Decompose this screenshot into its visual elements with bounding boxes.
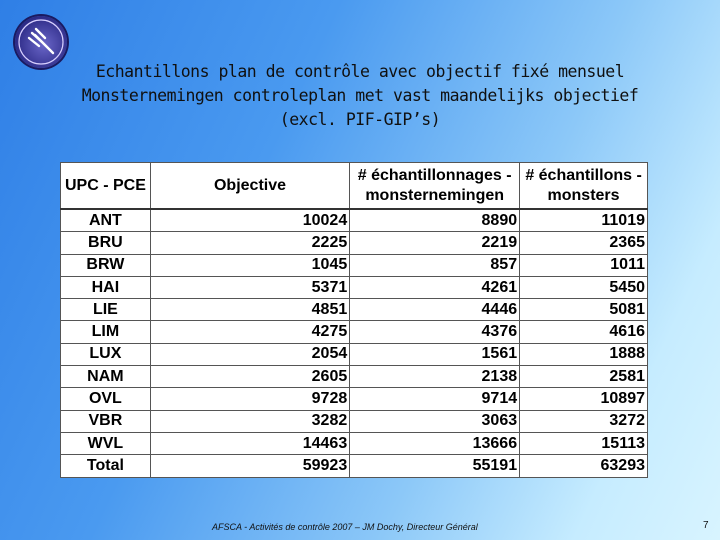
samples-table	[60, 162, 648, 478]
cell-objective: 5371	[150, 276, 349, 298]
cell-samplings: 55191	[350, 455, 520, 477]
cell-upc: BRU	[61, 232, 151, 254]
cell-objective: 2605	[150, 366, 349, 388]
cell-samples: 63293	[520, 455, 648, 477]
cell-samples: 2581	[520, 366, 648, 388]
title-line-nl: Monsternemingen controleplan met vast maandelijks objectief	[81, 86, 639, 105]
cell-samplings: 2219	[350, 232, 520, 254]
table-row	[61, 209, 648, 232]
table-header-row	[61, 163, 648, 210]
title-line-fr: Echantillons plan de contrôle avec objectif fixé mensuel	[95, 62, 625, 81]
cell-samplings: 3063	[350, 410, 520, 432]
cell-upc: LIE	[61, 299, 151, 321]
cell-upc: NAM	[61, 366, 151, 388]
cell-objective: 2225	[150, 232, 349, 254]
fork-logo-icon	[15, 16, 67, 68]
cell-samples: 5081	[520, 299, 648, 321]
cell-objective: 9728	[150, 388, 349, 410]
cell-upc: HAI	[61, 276, 151, 298]
cell-samplings: 4261	[350, 276, 520, 298]
table-row	[61, 388, 648, 410]
cell-upc: BRW	[61, 254, 151, 276]
cell-upc: Total	[61, 455, 151, 477]
cell-objective: 59923	[150, 455, 349, 477]
cell-objective: 1045	[150, 254, 349, 276]
cell-upc: ANT	[61, 209, 151, 232]
cell-upc: WVL	[61, 432, 151, 454]
cell-samples: 15113	[520, 432, 648, 454]
table-row	[61, 343, 648, 365]
table-row	[61, 410, 648, 432]
logo	[15, 16, 67, 68]
cell-samplings: 4446	[350, 299, 520, 321]
cell-upc: LIM	[61, 321, 151, 343]
cell-samples: 1888	[520, 343, 648, 365]
table-row	[61, 321, 648, 343]
table-row	[61, 254, 648, 276]
cell-samplings: 4376	[350, 321, 520, 343]
cell-objective: 10024	[150, 209, 349, 232]
cell-samplings: 8890	[350, 209, 520, 232]
cell-upc: LUX	[61, 343, 151, 365]
cell-samples: 3272	[520, 410, 648, 432]
cell-samples: 10897	[520, 388, 648, 410]
cell-objective: 4851	[150, 299, 349, 321]
cell-samplings: 2138	[350, 366, 520, 388]
cell-samples: 4616	[520, 321, 648, 343]
cell-objective: 14463	[150, 432, 349, 454]
cell-samples: 5450	[520, 276, 648, 298]
table-row	[61, 276, 648, 298]
cell-objective: 3282	[150, 410, 349, 432]
title-line-note: (excl. PIF-GIP’s)	[279, 110, 441, 129]
cell-objective: 2054	[150, 343, 349, 365]
table-row	[61, 432, 648, 454]
cell-upc: VBR	[61, 410, 151, 432]
header-upc: UPC - PCE	[61, 163, 151, 210]
table-row	[61, 232, 648, 254]
header-samples: # échantillons - monsters	[520, 163, 648, 210]
slide-title	[80, 60, 640, 132]
cell-samplings: 857	[350, 254, 520, 276]
page-number: 7	[703, 520, 709, 531]
cell-samplings: 1561	[350, 343, 520, 365]
table-row	[61, 366, 648, 388]
header-objective: Objective	[150, 163, 349, 210]
cell-samples: 2365	[520, 232, 648, 254]
header-samplings: # échantillonnages - monsternemingen	[350, 163, 520, 210]
cell-samples: 1011	[520, 254, 648, 276]
table-row	[61, 455, 648, 477]
cell-objective: 4275	[150, 321, 349, 343]
cell-samplings: 9714	[350, 388, 520, 410]
cell-samples: 11019	[520, 209, 648, 232]
cell-samplings: 13666	[350, 432, 520, 454]
cell-upc: OVL	[61, 388, 151, 410]
footer-text: AFSCA - Activités de contrôle 2007 – JM Dochy, Directeur Général	[212, 522, 478, 532]
table-row	[61, 299, 648, 321]
